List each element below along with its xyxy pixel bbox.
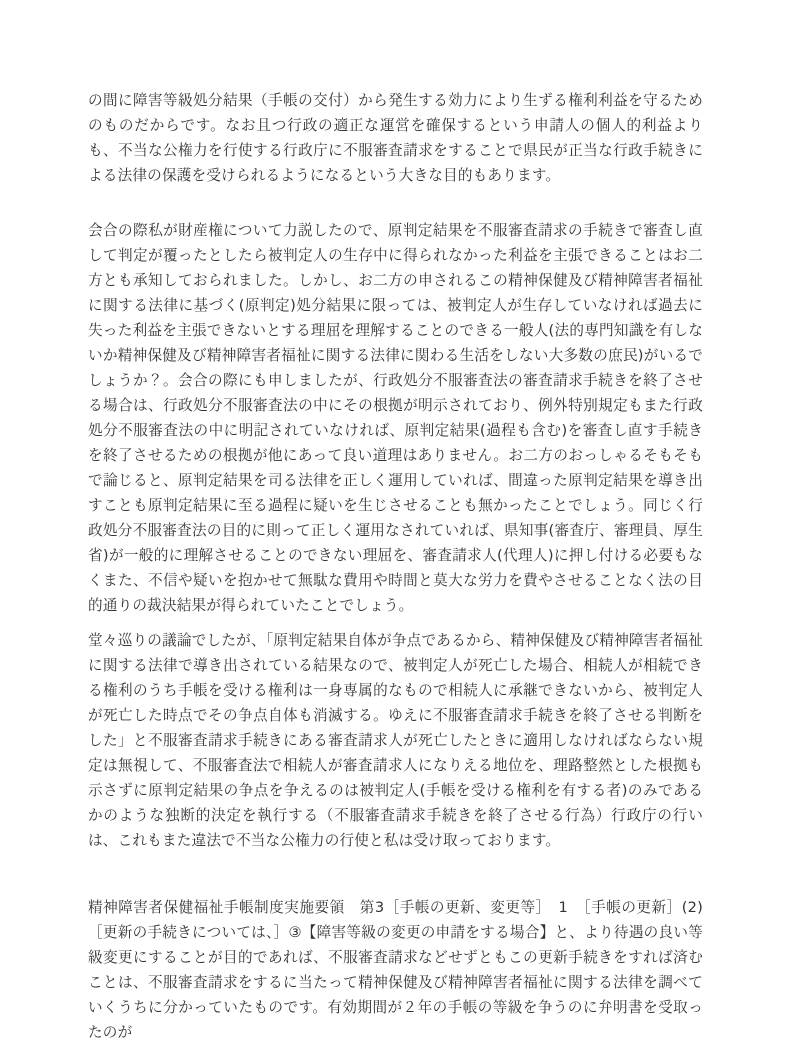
body-paragraph-1: の間に障害等級処分結果（手帳の交付）から発生する効力により生ずる権利利益を守るためのものだからです。なお且つ行政の適正な運営を確保するという申請人の個人的利益よりも、不当な公権力を行使する行政庁に不服審査請求をすることで県民が正当な行政手続きによる法律の保護を受けられるようになるという大きな目的もあります。 [88, 92, 703, 184]
body-paragraph-3: 堂々巡りの議論でしたが、「原判定結果自体が争点であるから、精神保健及び精神障害者福祉に関する法律で導き出されている結果なので、被判定人が死亡した場合、相続人が相続できる権利のうち手帳を受ける権利は一身専属的なもので相続人に承継できないから、被判定人が死亡した時点でその争点自体も消滅する。ゆえに不服審査請求手続きを終了させる判断をした」と不服審査請求手続きにある審査請求人が死亡したときに適用しなければならない規定は無視して、不服審査法で相続人が審査請求人になりえる地位を、理路整然とした根拠も示さずに原判定結果の争点を争えるのは被判定人(手帳を受ける権利を有する者)のみであるかのような独断的決定を執行する（不服審査請求手続きを終了させる行為）行政庁の行いは、これもまた違法で不当な公権力の行使と私は受け取っております。 [88, 632, 703, 849]
body-paragraph-4: 精神障害者保健福祉手帳制度実施要領 第3［手帳の更新、変更等］ 1 ［手帳の更新］(2)［更新の手続きについては、］③【障害等級の変更の申請をする場合】と、より待遇の良い等級変更にすることが目的であれば、不服審査請求などせずともこの更新手続きをすれば済むことは、不服審査請求をするに当たって精神保健及び精神障害者福祉に関する法律を調べていくうちに分かっていたものです。有効期間が２年の手帳の等級を争うのに弁明書を受取ったのが [88, 899, 703, 1041]
body-paragraph-2: 会合の際私が財産権について力説したので、原判定結果を不服審査請求の手続きで審査し直して判定が覆ったとしたら被判定人の生存中に得られなかった利益を主張できることはお二方とも承知しておられました。しかし、お二方の申されるこの精神保健及び精神障害者福祉に関する法律に基づく(原判定)処分結果に限っては、被判定人が生存していなければ過去に失った利益を主張できないとする理屈を理解することのできる一般人(法的専門知識を有しないか精神保健及び精神障害者福祉に関する法律に関わる生活をしない大多数の庶民)がいるでしょうか？。会合の際にも申しましたが、行政処分不服審査法の審査請求手続きを終了させる場合は、行政処分不服審査法の中にその根拠が明示されており、例外特別規定もまた行政処分不服審査法の中に明記されていなければ、原判定結果(過程も含む)を審査し直す手続きを終了させるための根拠が他にあって良い道理はありません。お二方のおっしゃるそもそもで論じると、原判定結果を司る法律を正しく運用していれば、間違った原判定結果を導き出すことも原判定結果に至る過程に疑いを生じさせることも無かったことでしょう。同じく行政処分不服審査法の目的に則って正しく運用なされていれば、県知事(審査庁、審理員、厚生省)が一般的に理解させることのできない理屈を、審査請求人(代理人)に押し付ける必要もなくまた、不信や疑いを抱かせて無駄な費用や時間と莫大な労力を費やさせることなく法の目的通りの裁決結果が得られていたことでしょう。 [88, 222, 703, 614]
document-body [88, 88, 703, 1045]
